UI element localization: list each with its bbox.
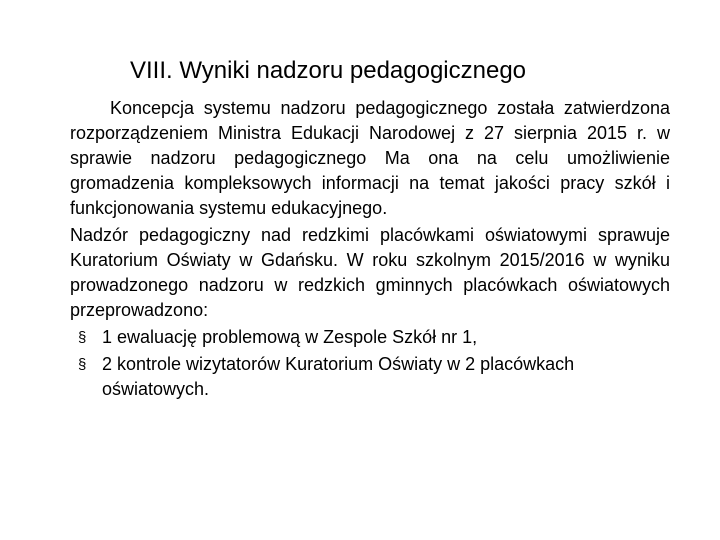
square-bullet-icon: § [78, 329, 87, 346]
list-item-text: 1 ewaluację problemową w Zespole Szkół nr 1, [102, 327, 478, 347]
slide-body [70, 96, 670, 402]
paragraph-concept: Koncepcja systemu nadzoru pedagogicznego została zatwierdzona rozporządzeniem Ministra Edukacji Narodowej z 27 sierpnia 2015 r. w sprawie nadzoru pedagogicznego Ma ona na celu umożliwienie gromadzenia kompleksowych informacji na temat jakości pracy szkół i funkcjonowania systemu edukacyjnego. [70, 98, 670, 218]
square-bullet-icon: § [78, 356, 87, 373]
results-list [70, 325, 670, 402]
list-item-text: 2 kontrole wizytatorów Kuratorium Oświaty w 2 placówkach oświatowych. [102, 354, 575, 399]
list-item [70, 352, 670, 402]
list-item [70, 325, 670, 350]
paragraph-supervision: Nadzór pedagogiczny nad redzkimi placówkami oświatowymi sprawuje Kuratorium Oświaty w Gdańsku. W roku szkolnym 2015/2016 w wyniku prowadzonego nadzoru w redzkich gminnych placówkach oświatowych przeprowadzono: [70, 225, 670, 320]
slide-title: VIII. Wyniki nadzoru pedagogicznego [130, 57, 527, 84]
